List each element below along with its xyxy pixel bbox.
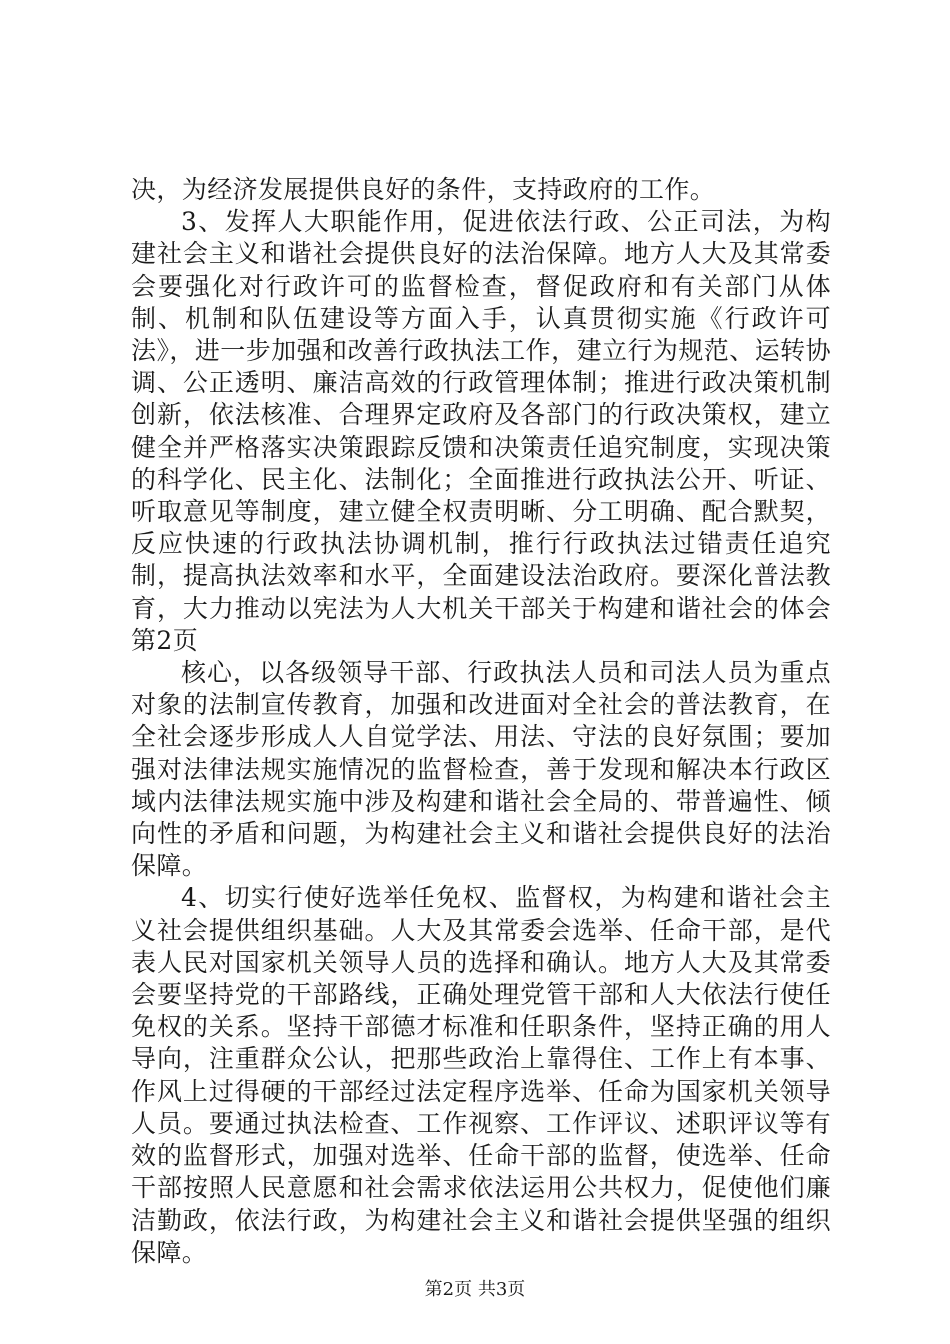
paragraph-item-3-continued: 核心，以各级领导干部、行政执法人员和司法人员为重点对象的法制宣传教育，加强和改进面对全社会的普法教育，在全社会逐步形成人人自觉学法、用法、守法的良好氛围；要加强对法律法规实施情况的监督检查，善于发现和解决本行政区域内法律法规实施中涉及构建和谐社会全局的、带普遍性、倾向性的矛盾和问题，为构建社会主义和谐社会提供良好的法治保障。 bbox=[131, 658, 831, 881]
paragraph-item-4: 4、切实行使好选举任免权、监督权，为构建和谐社会主义社会提供组织基础。人大及其常委会选举、任命干部，是代表人民对国家机关领导人员的选择和确认。地方人大及其常委会要坚持党的干部路线，正确处理党管干部和人大依法行使任免权的关系。坚持干部德才标准和任职条件，坚持正确的用人导向，注重群众公认，把那些政治上靠得住、工作上有本事、作风上过得硬的干部经过法定程序选举、任命为国家机关领导人员。要通过执法检查、工作视察、工作评议、述职评议等有效的监督形式，加强对选举、任命干部的监督，使选举、任命干部按照人民意愿和社会需求依法运用公共权力，促使他们廉洁勤政，依法行政，为构建社会主义和谐社会提供坚强的组织保障。 bbox=[131, 883, 831, 1267]
page-footer: 第2页 共3页 bbox=[424, 1279, 526, 1300]
document-body bbox=[131, 174, 831, 1269]
paragraph-continuation: 决，为经济发展提供良好的条件，支持政府的工作。 bbox=[131, 175, 716, 204]
paragraph-item-3: 3、发挥人大职能作用，促进依法行政、公正司法，为构建社会主义和谐社会提供良好的法治保障。地方人大及其常委会要强化对行政许可的监督检查，督促政府和有关部门从体制、机制和队伍建设等方面入手，认真贯彻实施《行政许可法》，进一步加强和改善行政执法工作，建立行为规范、运转协调、公正透明、廉洁高效的行政管理体制；推进行政决策机制创新，依法核准、合理界定政府及各部门的行政决策权，建立健全并严格落实决策跟踪反馈和决策责任追究制度，实现决策的科学化、民主化、法制化；全面推进行政执法公开、听证、听取意见等制度，建立健全权责明晰、分工明确、配合默契，反应快速的行政执法协调机制，推行行政执法过错责任追究制，提高执法效率和水平，全面建设法治政府。要深化普法教育，大力推动以宪法为人大机关干部关于构建和谐社会的体会第2页 bbox=[131, 207, 831, 655]
